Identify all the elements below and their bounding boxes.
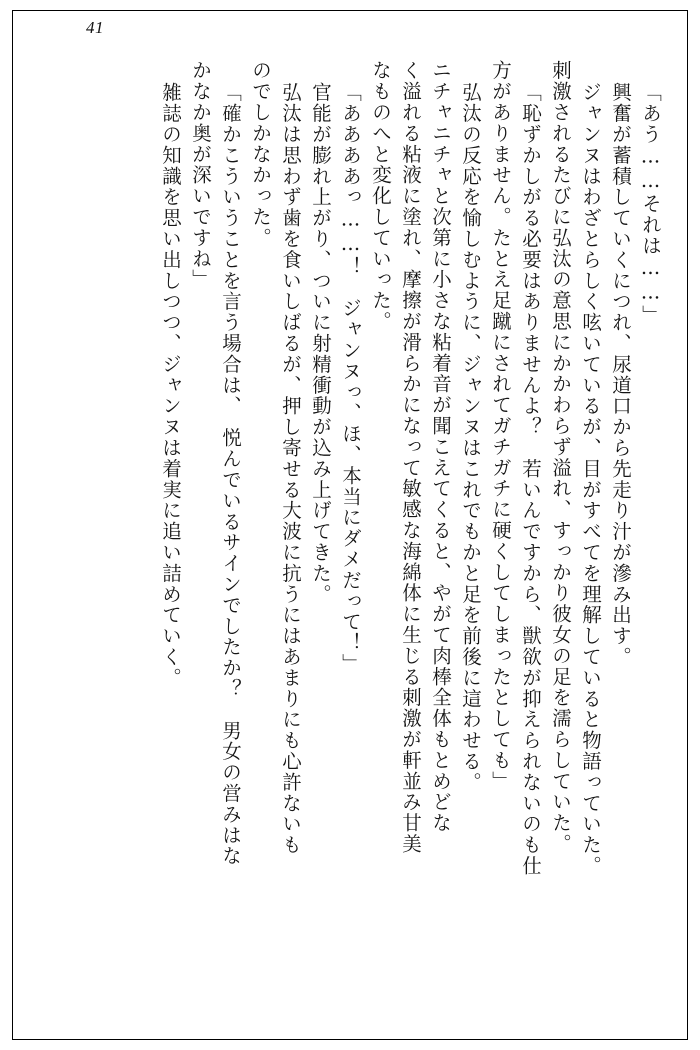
- text-line: く溢れる粘液に塗れ、摩擦が滑らかになって敏感な海綿体に生じる刺激が軒並み甘美: [399, 60, 422, 855]
- text-line: ニチャニチャと次第に小さな粘着音が聞こえてくると、やがて肉棒全体もとめどな: [429, 60, 452, 834]
- text-line: なものへと変化していった。: [369, 60, 392, 332]
- page-number: 41: [86, 18, 104, 37]
- text-line: 刺激されるたびに弘汰の意思にかかわらず溢れ、すっかり彼女の足を濡らしていた。: [549, 60, 572, 855]
- text-line: 「あう……それは……」: [639, 82, 662, 326]
- text-line: 興奮が蓄積していくにつれ、尿道口から先走り汁が滲み出す。: [609, 82, 632, 668]
- text-line: 弘汰は思わず歯を食いしばるが、押し寄せる大波に抗うにはあまりにも心許ないも: [279, 82, 302, 856]
- text-line: のでしかなかった。: [249, 60, 272, 249]
- text-line: 方がありません。たとえ足蹴にされてガチガチに硬くしてしまったとしても」: [489, 60, 512, 792]
- text-line: 「ああああっ……！ ジャンヌっ、ほ、本当にダメだって！」: [339, 82, 362, 675]
- text-line: 「確かこういうことを言う場合は、 悦んでいるサインでしたか？ 男女の営みはな: [219, 82, 242, 867]
- vertical-text-body: [40, 60, 660, 1000]
- text-line: ジャンヌはわざとらしく呟いているが、目がすべてを理解していると物語っていた。: [579, 82, 602, 877]
- text-line: 雑誌の知識を思い出しつつ、ジャンヌは着実に追い詰めていく。: [159, 82, 182, 689]
- text-line: 「恥ずかしがる必要はありませんよ？ 若いんですから、獣欲が抑えられないのも仕: [519, 82, 542, 877]
- text-line: 官能が膨れ上がり、ついに射精衝動が込み上げてきた。: [309, 82, 332, 605]
- text-line: かなか奥が深いですね」: [189, 60, 212, 290]
- text-line: 弘汰の反応を愉しむように、ジャンヌはこれでもかと足を前後に這わせる。: [459, 82, 482, 793]
